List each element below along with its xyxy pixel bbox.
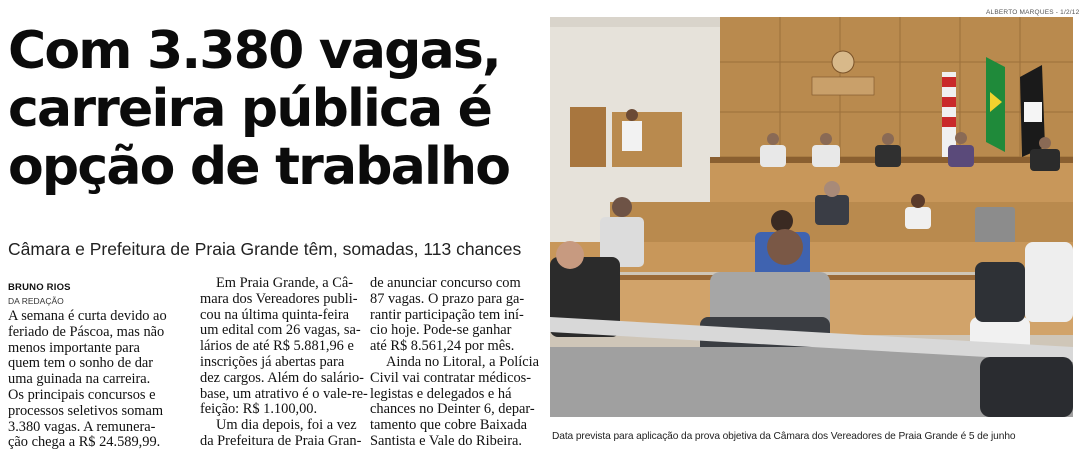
article-line: cou na última quinta-feira xyxy=(200,306,350,323)
article-line: 3.380 vagas. A remunera- xyxy=(8,418,156,435)
article-line: inscrições já abertas para xyxy=(200,353,345,370)
article-line: base, um atrativo é o vale-re- xyxy=(200,385,368,402)
article-line: Ainda no Litoral, a Polícia xyxy=(386,353,540,370)
article-line: até R$ 8.561,24 por mês. xyxy=(370,338,515,355)
article-line: tamento que cobre Baixada xyxy=(370,417,528,434)
byline-author: BRUNO RIOS xyxy=(8,282,71,293)
byline-desk: DA REDAÇÃO xyxy=(8,296,64,306)
article-line: menos importante para xyxy=(8,339,140,356)
article-line: uma guinada na carreira. xyxy=(8,371,151,388)
article-line: lários de até R$ 5.881,96 e xyxy=(200,338,354,355)
article-line: rantir participação tem iní- xyxy=(370,306,524,323)
article-line: processos seletivos somam xyxy=(8,402,164,419)
council-chamber-illustration xyxy=(550,17,1073,417)
article-line: Os principais concursos e xyxy=(8,386,156,403)
headline-line: opção de trabalho xyxy=(8,137,510,197)
photo-caption: Data prevista para aplicação da prova objetiva da Câmara dos Vereadores de Praia Grande é 5 de junho xyxy=(552,431,1016,442)
article-line: legistas e delegados e há xyxy=(370,385,512,402)
council-chamber-photo xyxy=(550,17,1073,417)
article-column-1 xyxy=(8,309,167,451)
article-line: Em Praia Grande, a Câ- xyxy=(216,275,354,291)
article-line: um edital com 26 vagas, sa- xyxy=(200,322,361,339)
subheadline: Câmara e Prefeitura de Praia Grande têm, somadas, 113 chances xyxy=(8,239,522,259)
headline-line: Com 3.380 vagas, xyxy=(8,21,500,81)
article-line: chances no Deinter 6, depar- xyxy=(370,401,535,418)
headline-line: carreira pública é xyxy=(8,79,492,139)
article-column-2 xyxy=(200,276,368,450)
photo-credit: ALBERTO MARQUES - 1/2/12 xyxy=(986,9,1079,16)
article-line: da Prefeitura de Praia Gran- xyxy=(200,432,362,449)
article-line: quem tem o sonho de dar xyxy=(8,355,154,372)
article-line: de anunciar concurso com xyxy=(370,275,521,291)
article-column-3 xyxy=(370,276,539,450)
article-line: 87 vagas. O prazo para ga- xyxy=(370,290,525,307)
article-line: feriado de Páscoa, mas não xyxy=(8,323,165,340)
article-line: feição: R$ 1.100,00. xyxy=(200,401,318,418)
article-line: mara dos Vereadores publi- xyxy=(200,290,358,307)
article-line: Santista e Vale do Ribeira. xyxy=(370,432,522,449)
article-line: dez cargos. Além do salário- xyxy=(200,369,364,386)
headline xyxy=(8,22,543,196)
article-line: Um dia depois, foi a vez xyxy=(216,417,357,434)
article-line: A semana é curta devido ao xyxy=(8,308,167,324)
article-line: cio hoje. Pode-se ganhar xyxy=(370,322,512,339)
article-line: Civil vai contratar médicos- xyxy=(370,369,532,386)
article-line: ção chega a R$ 24.589,99. xyxy=(8,434,161,451)
